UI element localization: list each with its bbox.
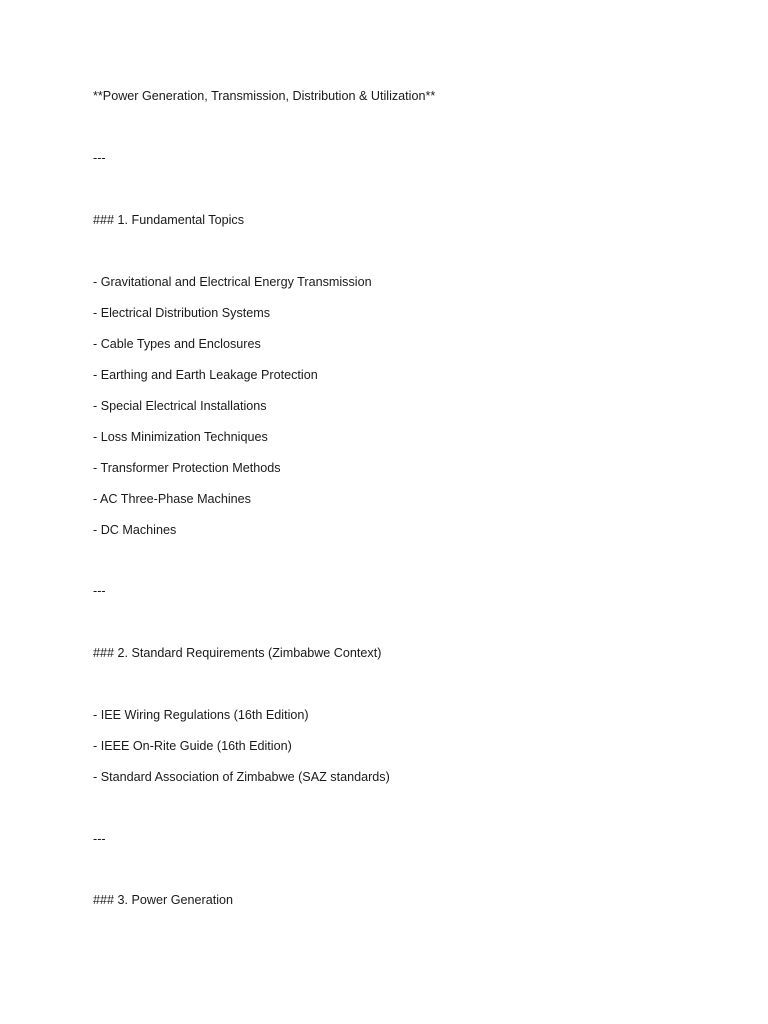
section-2-heading: ### 2. Standard Requirements (Zimbabwe Context) — [93, 646, 382, 660]
list-item: - IEE Wiring Regulations (16th Edition) — [93, 708, 309, 722]
list-item: - Electrical Distribution Systems — [93, 306, 271, 320]
separator-1: --- — [93, 151, 106, 165]
list-item: - Gravitational and Electrical Energy Transmission — [93, 275, 372, 289]
list-item: - IEEE On-Rite Guide (16th Edition) — [93, 739, 292, 753]
list-item: - AC Three-Phase Machines — [93, 492, 251, 506]
section-1-heading: ### 1. Fundamental Topics — [93, 213, 244, 227]
document-title: **Power Generation, Transmission, Distribution & Utilization** — [93, 89, 436, 103]
separator-2: --- — [93, 584, 106, 598]
list-item: - Loss Minimization Techniques — [93, 430, 268, 444]
list-item: - DC Machines — [93, 523, 177, 537]
list-item: - Cable Types and Enclosures — [93, 337, 261, 351]
list-item: - Standard Association of Zimbabwe (SAZ standards) — [93, 770, 390, 784]
list-item: - Transformer Protection Methods — [93, 461, 281, 475]
list-item: - Earthing and Earth Leakage Protection — [93, 368, 318, 382]
section-3-heading: ### 3. Power Generation — [93, 893, 234, 907]
separator-3: --- — [93, 832, 106, 846]
list-item: - Special Electrical Installations — [93, 399, 267, 413]
